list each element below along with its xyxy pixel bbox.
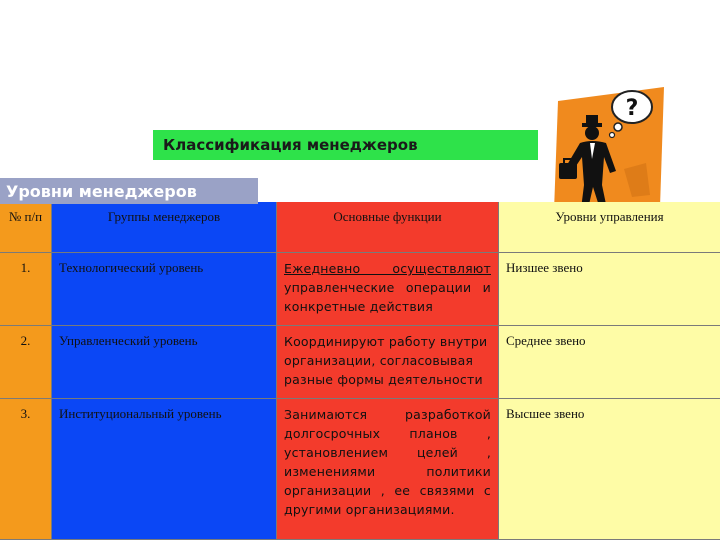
row-1-functions-lead: Ежедневно осуществляют <box>284 261 491 276</box>
row-3-group: Институциональный уровень <box>52 399 277 540</box>
header-num: № п/п <box>0 202 52 253</box>
row-2-num: 2. <box>0 326 52 399</box>
row-3-level: Высшее звено <box>499 399 720 540</box>
row-1-num: 1. <box>0 253 52 326</box>
question-mark-text: ? <box>625 96 639 121</box>
row-3-num: 3. <box>0 399 52 540</box>
row-1-functions <box>277 253 499 326</box>
header-level: Уровни управления <box>499 202 720 253</box>
header-functions: Основные функции <box>277 202 499 253</box>
managers-table <box>0 202 720 540</box>
page-subtitle: Классификация менеджеров <box>153 130 538 160</box>
row-2-functions: Координируют работу внутри организации, согласовывая разные формы деятельности <box>277 326 499 399</box>
row-2-level: Среднее звено <box>499 326 720 399</box>
row-1-functions-rest: управленческие операции и конкретные действия <box>284 280 491 314</box>
row-3-functions: Занимаются разработкой долгосрочных планов , установлением целей , изменениями политики организации , ее связями с другими организациями. <box>277 399 499 540</box>
row-1-level: Низшее звено <box>499 253 720 326</box>
header-group: Группы менеджеров <box>52 202 277 253</box>
row-2-group: Управленческий уровень <box>52 326 277 399</box>
row-1-group: Технологический уровень <box>52 253 277 326</box>
levels-banner: Уровни менеджеров <box>0 178 258 204</box>
thinking-manager-question-icon <box>552 85 664 211</box>
